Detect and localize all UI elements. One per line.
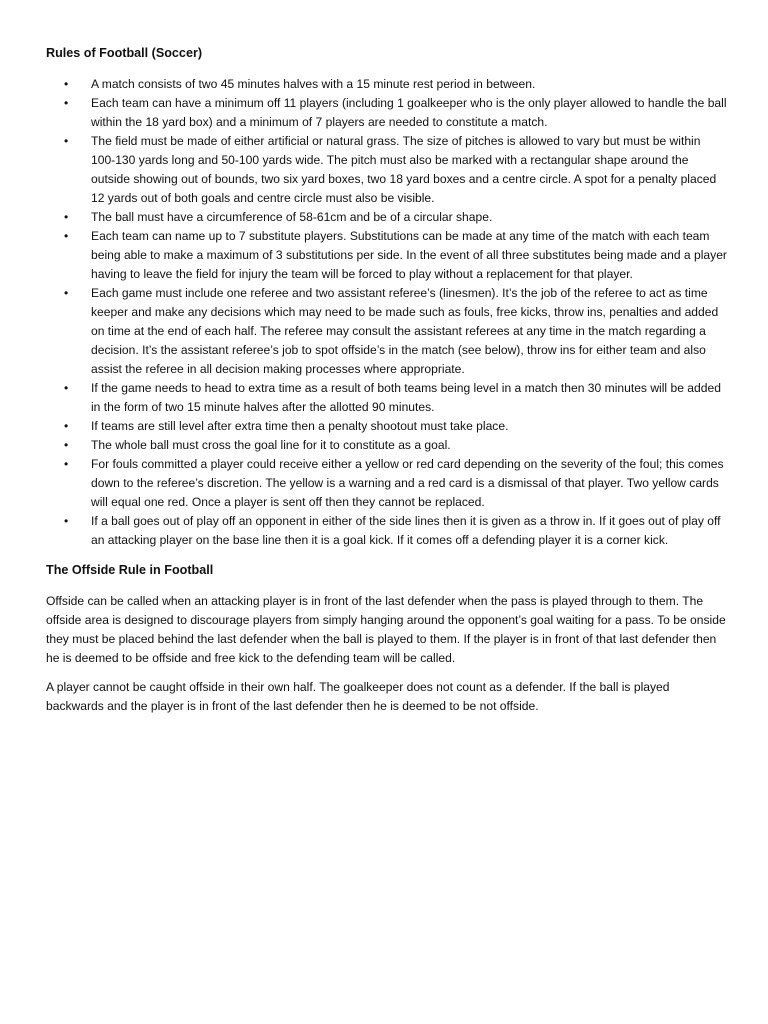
rule-text: If the game needs to head to extra time as a result of both teams being level in a match then 30 minutes will be added in the form of two 15 minute halves after the allotted 90 minutes. — [91, 381, 721, 414]
bullet-icon: • — [64, 96, 69, 110]
rule-text: Each team can name up to 7 substitute players. Substitutions can be made at any time of the match with each team being able to make a maximum of 3 substitutions per side. In the event of all three substitutes being made and a player having to leave the field for injury the team will be forced to play without a replacement for that player. — [91, 229, 727, 281]
bullet-icon: • — [64, 457, 69, 471]
rule-text: If teams are still level after extra time then a penalty shootout must take place. — [91, 419, 509, 433]
list-item — [46, 227, 728, 284]
bullet-icon: • — [64, 229, 69, 243]
bullet-icon: • — [64, 381, 69, 395]
list-item — [46, 284, 728, 379]
rule-text: A match consists of two 45 minutes halves with a 15 minute rest period in between. — [91, 77, 536, 91]
bullet-icon: • — [64, 438, 69, 452]
rule-text: The ball must have a circumference of 58-61cm and be of a circular shape. — [91, 210, 493, 224]
list-item — [46, 132, 728, 208]
rule-text: If a ball goes out of play off an opponent in either of the side lines then it is given as a throw in. If it goes out of play off an attacking player on the base line then it is a goal kick. If it comes off a defending player it is a corner kick. — [91, 514, 721, 547]
rule-text: The whole ball must cross the goal line for it to constitute as a goal. — [91, 438, 451, 452]
list-item — [46, 512, 728, 550]
rule-text: For fouls committed a player could receive either a yellow or red card depending on the severity of the foul; this comes down to the referee’s discretion. The yellow is a warning and a red card is a dismissal of that player. Two yellow cards will equal one red. Once a player is sent off then they cannot be replaced. — [91, 457, 724, 509]
list-item — [46, 417, 728, 436]
offside-paragraph: Offside can be called when an attacking player is in front of the last defender when the pass is played through to them. The offside area is designed to discourage players from simply hanging around the opponent’s goal waiting for a pass. To be onside they must be placed behind the last defender when the ball is played to them. If the player is in front of that last defender then he is deemed to be offside and free kick to the defending team will be called. — [46, 594, 726, 665]
list-item — [46, 455, 728, 512]
rule-text: Each game must include one referee and two assistant referee’s (linesmen). It’s the job of the referee to act as time keeper and make any decisions which may need to be made such as fouls, free kicks, throw ins, penalties and added on time at the end of each half. The referee may consult the assistant referees at any time in the match regarding a decision. It’s the assistant referee’s job to spot offside’s in the match (see below), throw ins for either team and also assist the referee in all decision making processes where appropriate. — [91, 286, 719, 376]
offside-paragraph: A player cannot be caught offside in their own half. The goalkeeper does not count as a defender. If the ball is played backwards and the player is in front of the last defender then he is deemed to be not offside. — [46, 680, 670, 713]
bullet-icon: • — [64, 134, 69, 148]
bullet-icon: • — [64, 210, 69, 224]
bullet-icon: • — [64, 419, 69, 433]
rule-text: The field must be made of either artificial or natural grass. The size of pitches is allowed to vary but must be within 100-130 yards long and 50-100 yards wide. The pitch must also be marked with a rectangular shape around the outside showing out of bounds, two six yard boxes, two 18 yard boxes and a centre circle. A spot for a penalty placed 12 yards out of both goals and centre circle must also be visible. — [91, 134, 717, 205]
bullet-icon: • — [64, 286, 69, 300]
list-item — [46, 208, 728, 227]
document-title: Rules of Football (Soccer) — [46, 46, 203, 60]
rule-text: Each team can have a minimum off 11 players (including 1 goalkeeper who is the only player allowed to handle the ball within the 18 yard box) and a minimum of 7 players are needed to constitute a match. — [91, 96, 727, 129]
list-item — [46, 436, 728, 455]
list-item — [46, 75, 728, 94]
bullet-icon: • — [64, 514, 69, 528]
list-item — [46, 94, 728, 132]
offside-section-title: The Offside Rule in Football — [46, 563, 214, 577]
rules-list — [46, 75, 728, 550]
list-item — [46, 379, 728, 417]
bullet-icon: • — [64, 77, 69, 91]
